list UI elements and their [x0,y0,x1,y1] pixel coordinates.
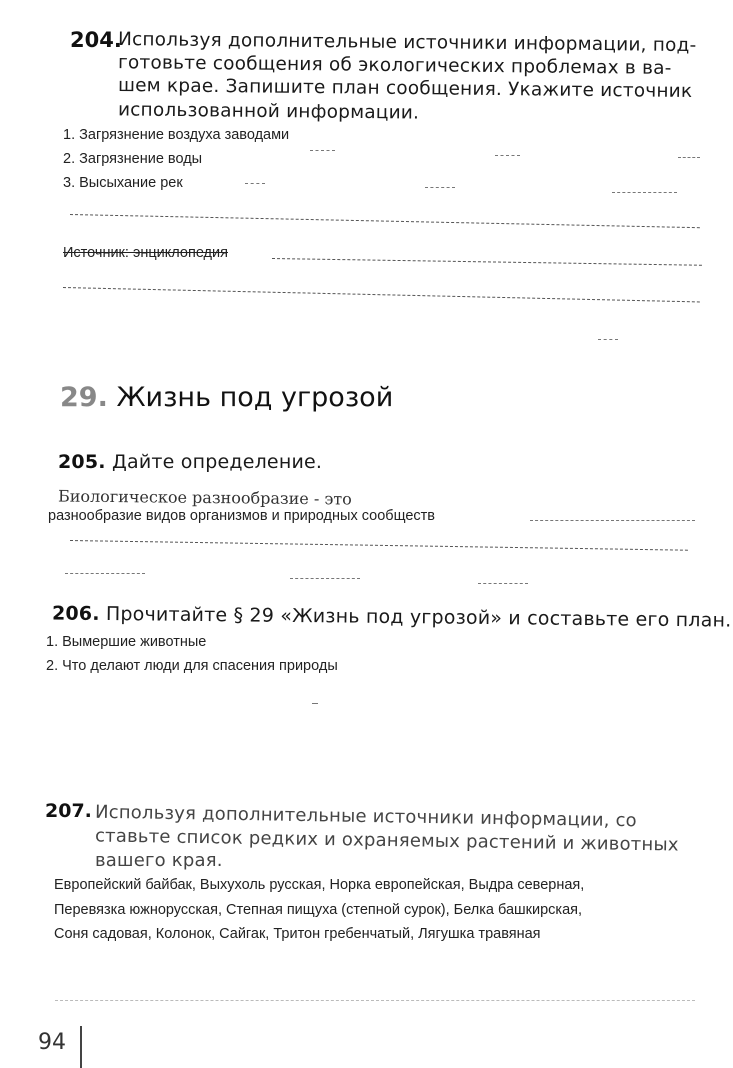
task-205-definition: разнообразие видов организмов и природных сообществ [48,508,435,524]
answer-rule [612,192,677,193]
task-207-answer-3: Соня садовая, Колонок, Сайгак, Тритон гребенчатый, Лягушка травяная [54,926,541,942]
task-204-number: 204. [70,28,122,52]
section-number: 29. [60,382,108,413]
answer-rule [478,583,528,584]
task-206-prompt: Прочитайте § 29 «Жизнь под угрозой» и составьте его план. [105,603,732,632]
answer-rule [598,339,618,340]
answer-rule [290,578,360,579]
task-207-number: 207. [45,800,92,822]
section-heading [60,382,393,413]
task-205-prompt: Дайте определение. [111,451,323,473]
page-number-bar [80,1026,82,1068]
task-207-line-3: вашего края. [95,850,223,871]
section-title: Жизнь под угрозой [116,382,394,413]
task-204-answer-3: 3. Высыхание рек [63,175,183,191]
answer-rule [678,157,700,158]
task-207-answer-1: Европейский байбак, Выхухоль русская, Норка европейская, Выдра северная, [54,877,585,893]
task-204-source: Источник: энциклопедия [63,245,228,261]
task-204-line-2: готовьте сообщения об экологических проблемах в ва- [117,52,672,79]
task-204-line-4: использованной информации. [117,99,420,124]
page-number: 94 [38,1030,66,1055]
answer-rule [425,187,455,188]
task-207-line-2: ставьте список редких и охраняемых растений и животных [94,825,679,856]
answer-rule [245,183,265,184]
answer-rule [495,155,520,156]
answer-rule [530,520,695,521]
answer-rule [65,573,145,574]
answer-rule [312,703,318,704]
task-205-term: Биологическое разнообразие - это [57,486,352,509]
task-205-number: 205. [58,451,106,473]
task-204-answer-2: 2. Загрязнение воды [63,151,203,167]
task-204-answer-1: 1. Загрязнение воздуха заводами [63,127,290,143]
answer-rule [55,1000,695,1001]
task-204-line-1: Используя дополнительные источники информации, под- [117,28,697,57]
answer-rule [272,258,702,266]
task-207-line-1: Используя дополнительные источники информации, со [94,801,638,832]
task-206-answer-2: 2. Что делают люди для спасения природы [46,658,338,674]
answer-rule [70,214,700,228]
task-204-line-3: шем крае. Запишите план сообщения. Укажите источник [117,74,693,103]
answer-rule [63,287,700,302]
answer-rule [310,150,335,151]
task-207-answer-2: Перевязка южнорусская, Степная пищуха (степной сурок), Белка башкирская, [54,902,583,918]
answer-rule [70,540,688,551]
task-206-answer-1: 1. Вымершие животные [46,634,207,650]
task-206-number: 206. [51,602,100,625]
